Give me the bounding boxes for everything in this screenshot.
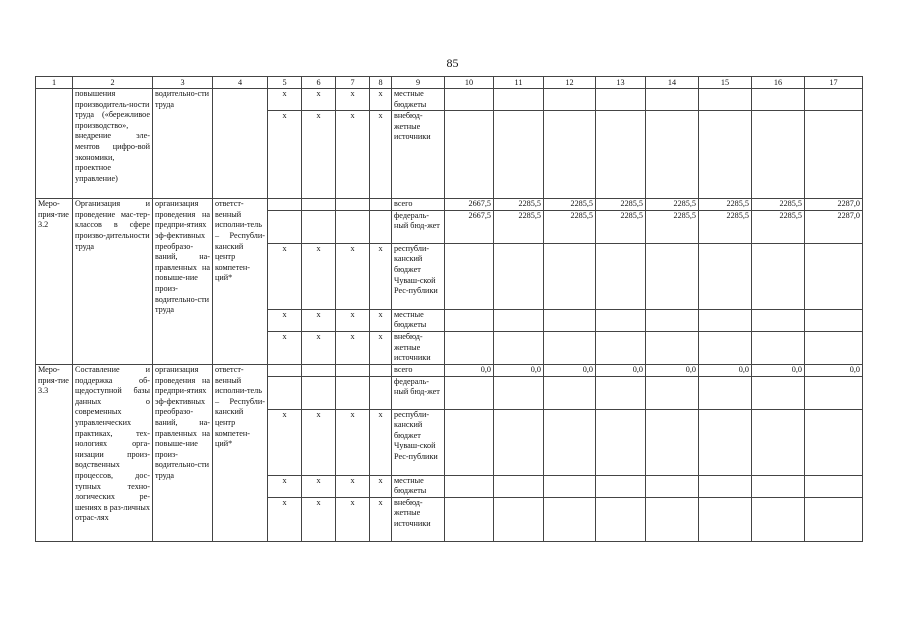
value-cell: [646, 331, 699, 364]
col-header: 8: [370, 77, 392, 89]
value-cell: [445, 497, 494, 541]
value-cell: 0,0: [646, 364, 699, 376]
funding-source: всего: [392, 199, 445, 211]
code-cell: [336, 210, 370, 243]
code-cell: [370, 364, 392, 376]
header-row: [36, 77, 863, 89]
participant-cell: организация проведения на предпри-ятиях эф-фективных преобразо-ваний, на-правленных на повыше-ние произ-водительно-сти труда: [153, 199, 213, 365]
value-cell: [805, 331, 863, 364]
value-cell: [752, 475, 805, 497]
value-cell: [646, 111, 699, 199]
event-label-cell: Меро-прия-тие 3.2: [36, 199, 73, 365]
executor-cell: ответст-венный исполни-тель – Республи-канский центр компетен-ций*: [213, 199, 268, 365]
value-cell: 2285,5: [646, 210, 699, 243]
value-cell: [544, 89, 596, 111]
code-cell: x: [268, 331, 302, 364]
value-cell: 0,0: [699, 364, 752, 376]
code-cell: x: [268, 89, 302, 111]
value-cell: 0,0: [494, 364, 544, 376]
value-cell: [646, 376, 699, 409]
code-cell: x: [336, 331, 370, 364]
code-cell: x: [336, 475, 370, 497]
budget-table: [35, 76, 863, 542]
funding-source: внебюд-жетные источники: [392, 331, 445, 364]
value-cell: [494, 111, 544, 199]
value-cell: 2285,5: [596, 199, 646, 211]
code-cell: x: [336, 111, 370, 199]
value-cell: 2285,5: [752, 199, 805, 211]
value-cell: [699, 497, 752, 541]
value-cell: [699, 243, 752, 309]
value-cell: [445, 309, 494, 331]
value-cell: 0,0: [445, 364, 494, 376]
value-cell: [494, 243, 544, 309]
code-cell: [302, 364, 336, 376]
value-cell: [544, 309, 596, 331]
table-row: [36, 89, 863, 111]
funding-source: республи-канский бюджет Чуваш-ской Рес-публики: [392, 243, 445, 309]
value-cell: 2287,0: [805, 199, 863, 211]
value-cell: [805, 409, 863, 475]
col-header: 15: [699, 77, 752, 89]
value-cell: [544, 475, 596, 497]
value-cell: [544, 331, 596, 364]
value-cell: [445, 89, 494, 111]
funding-source: республи-канский бюджет Чуваш-ской Рес-публики: [392, 409, 445, 475]
code-cell: x: [302, 111, 336, 199]
funding-source: федераль-ный бюд-жет: [392, 210, 445, 243]
value-cell: [699, 475, 752, 497]
funding-source: местные бюджеты: [392, 309, 445, 331]
code-cell: [370, 210, 392, 243]
code-cell: x: [268, 111, 302, 199]
code-cell: x: [268, 243, 302, 309]
col-header: 12: [544, 77, 596, 89]
value-cell: 2667,5: [445, 210, 494, 243]
value-cell: [752, 376, 805, 409]
code-cell: x: [370, 89, 392, 111]
value-cell: 0,0: [805, 364, 863, 376]
code-cell: [336, 364, 370, 376]
funding-source: местные бюджеты: [392, 475, 445, 497]
value-cell: 2285,5: [544, 210, 596, 243]
value-cell: [752, 497, 805, 541]
col-header: 1: [36, 77, 73, 89]
value-cell: 2285,5: [646, 199, 699, 211]
code-cell: [370, 376, 392, 409]
event-name-cell: Составление и поддержка об-щедоступной базы данных о современных управленческих практиках, тех-нологиях орга-низации произ-водственных процессов, дос-тупных техно-логических ре-шениях в раз-личных отрас-лях: [73, 364, 153, 541]
value-cell: [494, 309, 544, 331]
page-number: 85: [446, 56, 459, 70]
col-header: 14: [646, 77, 699, 89]
value-cell: [445, 111, 494, 199]
value-cell: [805, 89, 863, 111]
value-cell: [596, 331, 646, 364]
value-cell: [752, 331, 805, 364]
col-header: 4: [213, 77, 268, 89]
funding-source: местные бюджеты: [392, 89, 445, 111]
code-cell: x: [336, 89, 370, 111]
col-header: 16: [752, 77, 805, 89]
value-cell: [646, 309, 699, 331]
value-cell: [596, 243, 646, 309]
col-header: 7: [336, 77, 370, 89]
code-cell: x: [302, 475, 336, 497]
value-cell: [699, 331, 752, 364]
code-cell: [336, 199, 370, 211]
value-cell: [596, 111, 646, 199]
value-cell: 2285,5: [494, 199, 544, 211]
code-cell: [302, 376, 336, 409]
value-cell: [544, 497, 596, 541]
code-cell: [336, 376, 370, 409]
code-cell: x: [336, 243, 370, 309]
value-cell: [544, 243, 596, 309]
code-cell: x: [370, 111, 392, 199]
event-label-cell: Меро-прия-тие 3.3: [36, 364, 73, 541]
code-cell: x: [370, 309, 392, 331]
value-cell: [494, 475, 544, 497]
value-cell: [494, 89, 544, 111]
value-cell: [596, 89, 646, 111]
value-cell: 2287,0: [805, 210, 863, 243]
code-cell: [268, 364, 302, 376]
event-name-cell: повышения производитель-ности труда («бережливое производство», внедрение эле-ментов цифро-вой экономики, проектное управление): [73, 89, 153, 199]
value-cell: [699, 89, 752, 111]
code-cell: [302, 210, 336, 243]
table-row: [36, 364, 863, 376]
value-cell: [596, 409, 646, 475]
funding-source: внебюд-жетные источники: [392, 497, 445, 541]
code-cell: [268, 199, 302, 211]
value-cell: [494, 376, 544, 409]
value-cell: [596, 475, 646, 497]
col-header: 5: [268, 77, 302, 89]
col-header: 6: [302, 77, 336, 89]
funding-source: федераль-ный бюд-жет: [392, 376, 445, 409]
participant-cell: организация проведения на предпри-ятиях эф-фективных преобразо-ваний, на-правленных на повыше-ние произ-водительно-сти труда: [153, 364, 213, 541]
code-cell: x: [302, 243, 336, 309]
value-cell: [494, 497, 544, 541]
code-cell: x: [268, 497, 302, 541]
code-cell: x: [302, 409, 336, 475]
value-cell: [445, 409, 494, 475]
value-cell: [752, 309, 805, 331]
value-cell: [805, 309, 863, 331]
value-cell: [805, 243, 863, 309]
value-cell: [646, 89, 699, 111]
value-cell: 0,0: [752, 364, 805, 376]
value-cell: [494, 331, 544, 364]
code-cell: [268, 376, 302, 409]
code-cell: x: [268, 475, 302, 497]
value-cell: 2285,5: [699, 199, 752, 211]
code-cell: x: [302, 331, 336, 364]
value-cell: 0,0: [544, 364, 596, 376]
value-cell: [445, 331, 494, 364]
code-cell: x: [336, 409, 370, 475]
code-cell: x: [336, 309, 370, 331]
value-cell: [646, 475, 699, 497]
value-cell: [646, 497, 699, 541]
code-cell: x: [370, 409, 392, 475]
value-cell: [805, 111, 863, 199]
value-cell: 2285,5: [544, 199, 596, 211]
value-cell: [699, 309, 752, 331]
value-cell: [596, 376, 646, 409]
code-cell: x: [370, 475, 392, 497]
col-header: 10: [445, 77, 494, 89]
value-cell: [494, 409, 544, 475]
code-cell: x: [302, 89, 336, 111]
value-cell: [544, 409, 596, 475]
value-cell: 2667,5: [445, 199, 494, 211]
code-cell: x: [302, 497, 336, 541]
value-cell: [752, 89, 805, 111]
value-cell: [699, 409, 752, 475]
value-cell: [596, 309, 646, 331]
event-name-cell: Организация и проведение мас-тер-классов в сфере произво-дительности труда: [73, 199, 153, 365]
code-cell: [268, 210, 302, 243]
value-cell: [805, 475, 863, 497]
code-cell: x: [370, 243, 392, 309]
value-cell: [445, 475, 494, 497]
funding-source: всего: [392, 364, 445, 376]
value-cell: 2285,5: [596, 210, 646, 243]
col-header: 3: [153, 77, 213, 89]
value-cell: 2285,5: [752, 210, 805, 243]
code-cell: x: [336, 497, 370, 541]
code-cell: x: [370, 331, 392, 364]
value-cell: [699, 111, 752, 199]
value-cell: 2285,5: [699, 210, 752, 243]
value-cell: [805, 497, 863, 541]
code-cell: x: [370, 497, 392, 541]
col-header: 13: [596, 77, 646, 89]
value-cell: [699, 376, 752, 409]
value-cell: [445, 243, 494, 309]
value-cell: [646, 243, 699, 309]
event-label-cell: [36, 89, 73, 199]
value-cell: [544, 376, 596, 409]
code-cell: [370, 199, 392, 211]
participant-cell: водительно-сти труда: [153, 89, 213, 199]
col-header: 9: [392, 77, 445, 89]
code-cell: x: [268, 409, 302, 475]
code-cell: x: [268, 309, 302, 331]
value-cell: [752, 243, 805, 309]
value-cell: [596, 497, 646, 541]
value-cell: [646, 409, 699, 475]
funding-source: внебюд-жетные источники: [392, 111, 445, 199]
value-cell: [445, 376, 494, 409]
col-header: 11: [494, 77, 544, 89]
value-cell: 0,0: [596, 364, 646, 376]
value-cell: [805, 376, 863, 409]
value-cell: [544, 111, 596, 199]
code-cell: [302, 199, 336, 211]
value-cell: [752, 111, 805, 199]
col-header: 2: [73, 77, 153, 89]
value-cell: [752, 409, 805, 475]
code-cell: x: [302, 309, 336, 331]
col-header: 17: [805, 77, 863, 89]
executor-cell: ответст-венный исполни-тель – Республи-канский центр компетен-ций*: [213, 364, 268, 541]
value-cell: 2285,5: [494, 210, 544, 243]
table-row: [36, 199, 863, 211]
executor-cell: [213, 89, 268, 199]
